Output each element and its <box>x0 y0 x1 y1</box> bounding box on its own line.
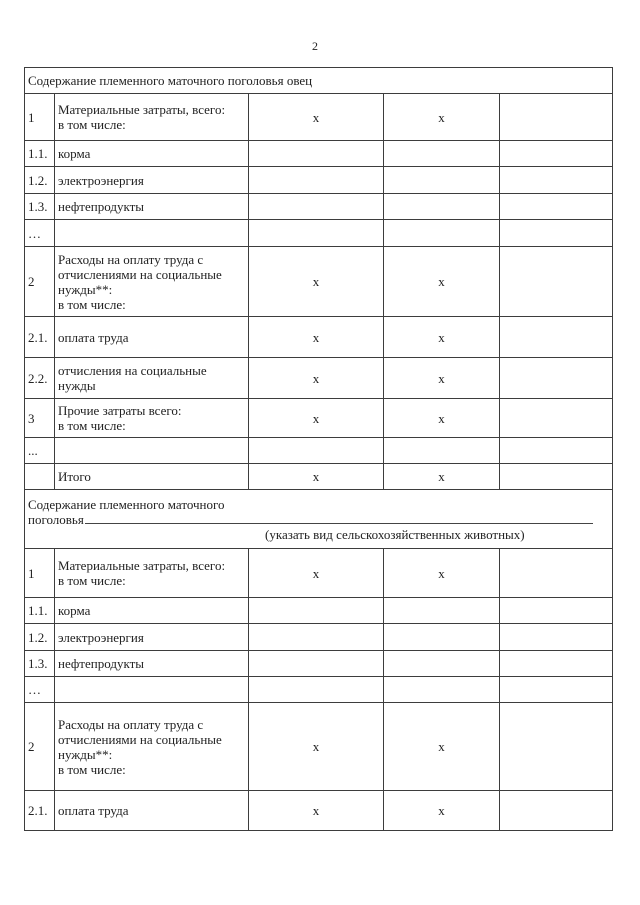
empty-cell <box>500 651 613 677</box>
empty-cell <box>500 438 613 464</box>
x-mark-cell: x <box>384 317 500 358</box>
row-label <box>55 399 249 438</box>
row-label <box>55 247 249 317</box>
section-title <box>25 490 613 549</box>
section-title-line <box>28 512 609 527</box>
row-number: 1.1. <box>25 141 55 167</box>
row-number: 1.2. <box>25 624 55 651</box>
row-label-line: в том числе: <box>58 117 126 132</box>
row-number: ... <box>25 438 55 464</box>
empty-cell <box>55 220 249 247</box>
table-row <box>25 399 613 438</box>
row-label <box>55 791 249 831</box>
empty-cell <box>384 194 500 220</box>
empty-cell <box>384 438 500 464</box>
empty-cell <box>500 624 613 651</box>
empty-cell <box>500 677 613 703</box>
empty-cell <box>384 220 500 247</box>
empty-cell <box>500 703 613 791</box>
row-label-line: нефтепродукты <box>58 199 145 214</box>
x-mark-cell: x <box>249 399 384 438</box>
empty-cell <box>249 598 384 624</box>
row-label-line: электроэнергия <box>58 629 144 645</box>
x-mark-cell: x <box>384 399 500 438</box>
row-label-line: нефтепродукты <box>58 656 145 671</box>
table-row <box>25 598 613 624</box>
row-label-line: Прочие затраты всего: <box>58 403 182 418</box>
section-title-word: поголовья <box>28 511 84 527</box>
table-row <box>25 220 613 247</box>
row-number: … <box>25 677 55 703</box>
row-number: 1 <box>25 549 55 598</box>
empty-cell <box>249 438 384 464</box>
x-mark-cell: x <box>384 358 500 399</box>
row-label <box>55 549 249 598</box>
row-label-line: Расходы на оплату труда с <box>58 716 204 732</box>
section-title: Содержание племенного маточного поголовья овец <box>25 68 613 94</box>
row-label <box>55 624 249 651</box>
row-number: 2 <box>25 247 55 317</box>
row-label <box>55 703 249 791</box>
section-header-row <box>25 68 613 94</box>
row-label-line: отчислениями на социальные <box>58 266 222 282</box>
row-label-line: электроэнергия <box>58 172 144 188</box>
empty-cell <box>500 194 613 220</box>
row-label-line: оплата труда <box>58 803 129 818</box>
row-number: 2.1. <box>25 791 55 831</box>
table-row <box>25 549 613 598</box>
empty-cell <box>500 141 613 167</box>
row-label-line: нужды**: <box>58 746 113 762</box>
table-row <box>25 791 613 831</box>
empty-cell <box>249 194 384 220</box>
row-label <box>55 167 249 194</box>
row-number: 1.3. <box>25 651 55 677</box>
empty-cell <box>500 549 613 598</box>
cost-table <box>24 67 613 831</box>
section-header-row <box>25 490 613 549</box>
x-mark-cell: x <box>384 247 500 317</box>
row-label <box>55 317 249 358</box>
table-row <box>25 194 613 220</box>
total-row <box>25 464 613 490</box>
empty-cell <box>384 167 500 194</box>
row-number: 2 <box>25 703 55 791</box>
empty-cell <box>500 791 613 831</box>
row-label-line: Расходы на оплату труда с <box>58 251 204 267</box>
table-row <box>25 651 613 677</box>
empty-cell <box>500 317 613 358</box>
row-number: … <box>25 220 55 247</box>
x-mark-cell: x <box>249 791 384 831</box>
x-mark-cell: x <box>384 791 500 831</box>
empty-cell <box>500 358 613 399</box>
row-label-line: корма <box>58 603 91 618</box>
table-row <box>25 247 613 317</box>
row-number: 2.1. <box>25 317 55 358</box>
row-label <box>55 358 249 399</box>
empty-cell <box>55 677 249 703</box>
x-mark-cell: x <box>249 247 384 317</box>
row-label-line: корма <box>58 146 91 161</box>
empty-cell <box>500 220 613 247</box>
empty-cell <box>500 94 613 141</box>
x-mark-cell: x <box>384 94 500 141</box>
table-row <box>25 703 613 791</box>
row-label-line: отчислениями на социальные <box>58 731 222 747</box>
row-number: 3 <box>25 399 55 438</box>
section-title-line: Содержание племенного маточного <box>28 496 225 512</box>
empty-cell <box>384 598 500 624</box>
x-mark-cell: x <box>249 358 384 399</box>
row-label-line: оплата труда <box>58 329 129 345</box>
row-label <box>55 464 249 490</box>
total-label: Итого <box>58 469 91 484</box>
table-row <box>25 677 613 703</box>
empty-cell <box>500 598 613 624</box>
row-number: 1.3. <box>25 194 55 220</box>
row-label <box>55 94 249 141</box>
x-mark-cell: x <box>249 94 384 141</box>
row-number: 1.2. <box>25 167 55 194</box>
row-number: 1.1. <box>25 598 55 624</box>
empty-cell <box>249 141 384 167</box>
row-number: 1 <box>25 94 55 141</box>
table-row <box>25 94 613 141</box>
row-label-line: в том числе: <box>58 761 126 777</box>
table-row <box>25 141 613 167</box>
section-title-hint: (указать вид сельскохозяйственных животных) <box>265 526 525 542</box>
table-row <box>25 438 613 464</box>
table-row <box>25 624 613 651</box>
row-label-line: в том числе: <box>58 296 126 312</box>
table-body <box>25 68 613 831</box>
row-label <box>55 141 249 167</box>
empty-cell <box>55 438 249 464</box>
row-label-line: нужды <box>58 378 96 393</box>
empty-cell <box>249 167 384 194</box>
row-label <box>55 194 249 220</box>
empty-cell <box>249 624 384 651</box>
animal-type-blank-line <box>85 523 593 524</box>
empty-cell <box>500 464 613 490</box>
x-mark-cell: x <box>249 549 384 598</box>
empty-cell <box>384 677 500 703</box>
table-row <box>25 317 613 358</box>
row-label-line: в том числе: <box>58 573 126 588</box>
x-mark-cell: x <box>384 464 500 490</box>
row-label <box>55 598 249 624</box>
empty-cell <box>500 247 613 317</box>
empty-cell <box>249 677 384 703</box>
x-mark-cell: x <box>249 317 384 358</box>
x-mark-cell: x <box>384 549 500 598</box>
empty-cell <box>500 167 613 194</box>
empty-cell <box>384 651 500 677</box>
row-label-line: Материальные затраты, всего: <box>58 558 226 573</box>
table-row <box>25 358 613 399</box>
row-label-line: отчисления на социальные <box>58 363 207 378</box>
empty-cell <box>384 141 500 167</box>
empty-cell <box>500 399 613 438</box>
row-number: 2.2. <box>25 358 55 399</box>
empty-cell <box>25 464 55 490</box>
page-number: 2 <box>312 39 318 53</box>
x-mark-cell: x <box>384 703 500 791</box>
row-label-line: в том числе: <box>58 418 126 433</box>
empty-cell <box>249 220 384 247</box>
empty-cell <box>384 624 500 651</box>
row-label <box>55 651 249 677</box>
x-mark-cell: x <box>249 464 384 490</box>
empty-cell <box>249 651 384 677</box>
row-label-line: нужды**: <box>58 281 113 297</box>
table-row <box>25 167 613 194</box>
row-label-line: Материальные затраты, всего: <box>58 102 226 117</box>
x-mark-cell: x <box>249 703 384 791</box>
